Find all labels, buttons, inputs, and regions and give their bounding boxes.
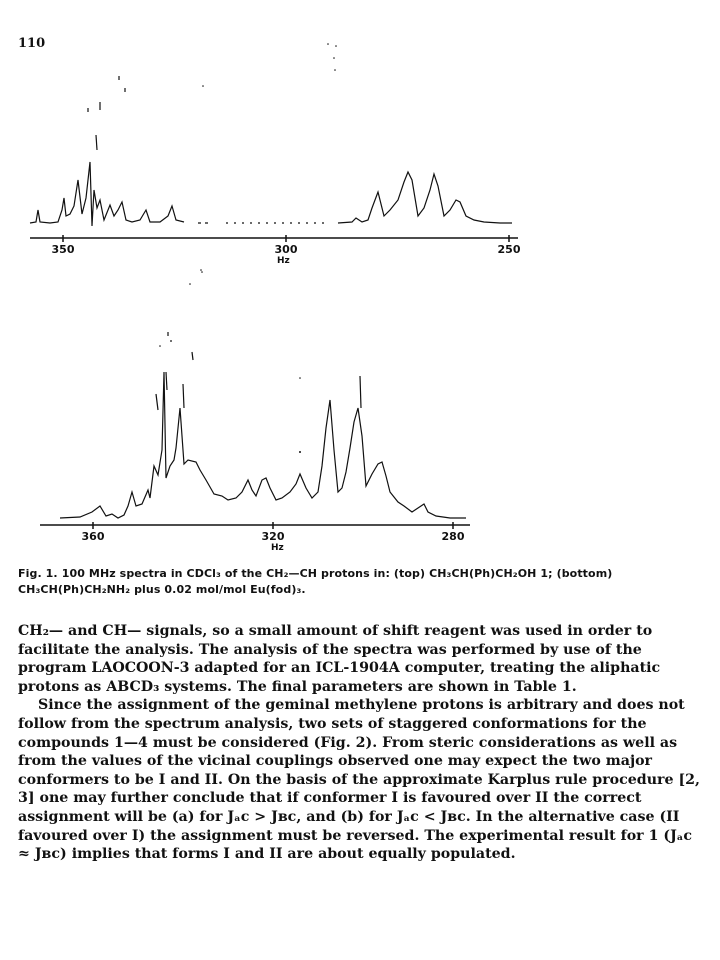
body-text: [18, 622, 702, 864]
bottom-axis-tick-label: 320: [261, 530, 285, 543]
top-axis-unit: Hz: [277, 256, 290, 266]
top-axis-tick-label: 350: [51, 243, 75, 256]
top-spectrum-trace: [30, 76, 512, 226]
top-spectrum: [0, 40, 720, 270]
paragraph: Since the assignment of the geminal methylene protons is arbitrary and does not follow from the spectrum analysis, two sets of staggered conformations for the compounds 1—4 must be considered (Fig. 2). From steric considerations as well as from the values of the vicinal couplings observed one may expect the two major conformers to be I and II. On the basis of the approximate Karplus rule procedure [2, 3] one may further conclude that if conformer I is favoured over II the correct assignment will be (a) for Jₐc > Jʙc, and (b) for Jₐc < Jʙc. In the alternative case (II favoured over I) the assignment must be reversed. The experimental result for 1 (Jₐc ≈ Jʙc) implies that forms I and II are about equally populated.: [18, 697, 700, 863]
figure-caption: [18, 566, 702, 598]
page-number: 110: [18, 36, 46, 51]
bottom-axis-tick-label: 280: [441, 530, 465, 543]
figure-caption-text: 100 MHz spectra in CDCl₃ of the CH₂—CH protons in: (top) CH₃CH(Ph)CH₂OH 1; (bottom) CH₃CH(Ph)CH₂NH₂ plus 0.02 mol/mol Eu(fod)₃.: [18, 567, 613, 596]
bottom-axis-tick-label: 360: [81, 530, 105, 543]
bottom-spectrum-trace: [60, 332, 466, 518]
paragraph: CH₂— and CH— signals, so a small amount of shift reagent was used in order to facilitate the analysis. The analysis of the spectra was performed by use of the program LAOCOON-3 adapted for an ICL-1904A computer, treating the aliphatic protons as ABCD₃ systems. The final parameters are shown in Table 1.: [18, 623, 661, 695]
top-axis-tick-label: 300: [274, 243, 298, 256]
top-dust: [202, 43, 337, 87]
bottom-axis-unit: Hz: [271, 543, 284, 553]
top-axis-tick-label: 250: [497, 243, 521, 256]
bottom-spectrum: [0, 260, 720, 560]
bottom-dust: [159, 269, 301, 453]
figure-caption-label: Fig. 1.: [18, 567, 58, 580]
